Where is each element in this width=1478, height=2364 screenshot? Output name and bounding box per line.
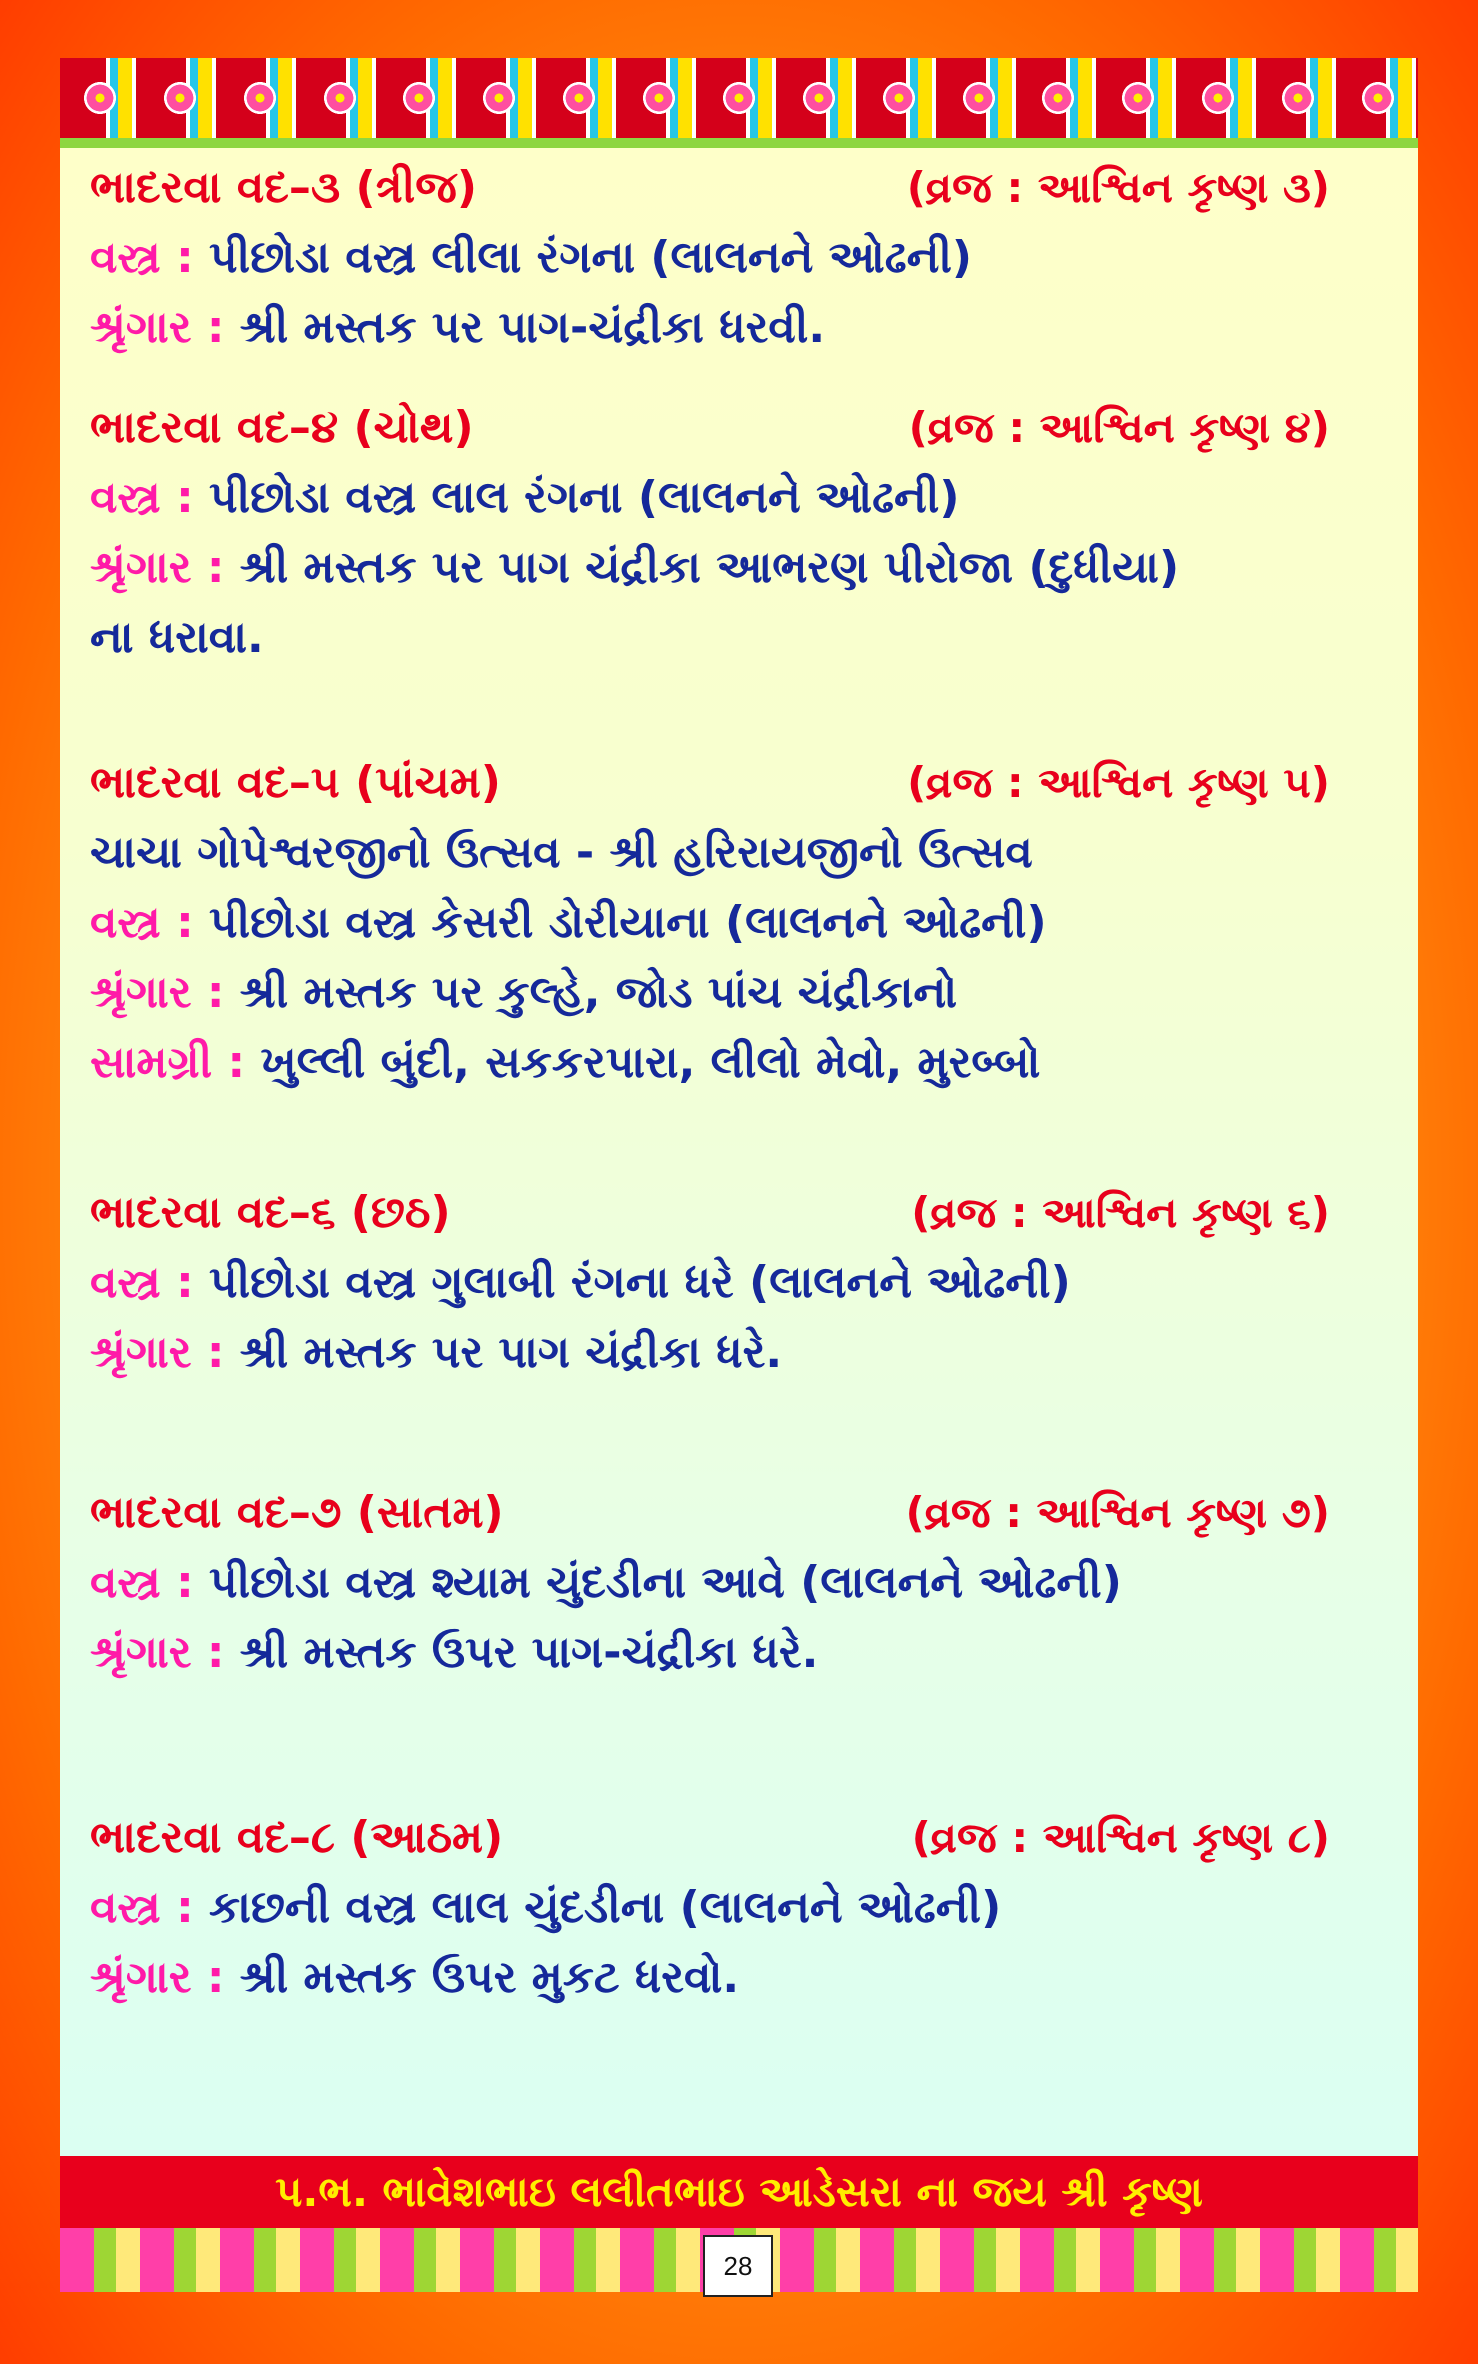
shringar-text: શ્રી મસ્તક ઉપર મુકટ ધરવો. — [239, 1952, 740, 2003]
section-heading: ભાદરવા વદ–૭ (સાતમ) — [90, 1487, 504, 1538]
page-panel — [60, 58, 1418, 2292]
decorative-flower-border — [60, 58, 1418, 148]
flower-icon — [562, 81, 596, 115]
vastra-text: પીછોડા વસ્ત્ર ગુલાબી રંગના ધરે (લાલનને ઓઢની) — [209, 1257, 1071, 1308]
vraj-date: (વ્રજ : આશ્વિન કૃષ્ણ ૪) — [908, 403, 1330, 452]
shringar-label: શ્રૃંગાર : — [90, 1627, 225, 1678]
shringar-line — [90, 1943, 1390, 2013]
section-header — [90, 1803, 1390, 1873]
section-choth — [90, 393, 1390, 748]
vastra-line — [90, 1248, 1390, 1318]
vastra-line — [90, 463, 1390, 533]
vastra-label: વસ્ત્ર : — [90, 1882, 194, 1933]
shringar-text: શ્રી મસ્તક પર પાગ ચંદ્રીકા આભરણ પીરોજા (દુધીયા) — [239, 542, 1180, 593]
section-heading: ભાદરવા વદ–૩ (ત્રીજ) — [90, 162, 477, 213]
vastra-line — [90, 888, 1390, 958]
flower-icon — [323, 81, 357, 115]
vraj-date: (વ્રજ : આશ્વિન કૃષ્ણ ૩) — [906, 163, 1330, 212]
flower-icon — [1201, 81, 1235, 115]
vraj-date: (વ્રજ : આશ્વિન કૃષ્ણ ૬) — [911, 1188, 1330, 1237]
vastra-line — [90, 1548, 1390, 1618]
vraj-date: (વ્રજ : આશ્વિન કૃષ્ણ ૫) — [907, 758, 1330, 807]
shringar-text: શ્રી મસ્તક પર કુલ્હે, જોડ પાંચ ચંદ્રીકાનો — [239, 967, 958, 1018]
vastra-text: પીછોડા વસ્ત્ર લાલ રંગના (લાલનને ઓઢની) — [209, 472, 960, 523]
vastra-text: કાછની વસ્ત્ર લાલ ચુંદડીના (લાલનને ઓઢની) — [209, 1882, 1002, 1933]
samagri-label: સામગ્રી : — [90, 1037, 246, 1088]
shringar-text: શ્રી મસ્તક પર પાગ ચંદ્રીકા ધરે. — [239, 1327, 783, 1378]
section-header — [90, 1478, 1390, 1548]
section-satam — [90, 1478, 1390, 1803]
flower-icon — [83, 81, 117, 115]
vastra-label: વસ્ત્ર : — [90, 897, 194, 948]
shringar-label: શ્રૃંગાર : — [90, 542, 225, 593]
section-trij — [90, 153, 1390, 393]
schedule-content — [90, 153, 1390, 2043]
flower-icon — [1041, 81, 1075, 115]
vastra-label: વસ્ત્ર : — [90, 472, 194, 523]
vastra-label: વસ્ત્ર : — [90, 1557, 194, 1608]
section-heading: ભાદરવા વદ–૫ (પાંચમ) — [90, 757, 501, 808]
footer-credit: પ.ભ. ભાવેશભાઇ લલીતભાઇ આડેસરા ના જય શ્રી કૃષ્ણ — [60, 2156, 1418, 2228]
vastra-line — [90, 223, 1390, 293]
flower-icon — [1121, 81, 1155, 115]
section-header — [90, 748, 1390, 818]
shringar-label: શ્રૃંગાર : — [90, 1327, 225, 1378]
vastra-text: પીછોડા વસ્ત્ર કેસરી ડોરીયાના (લાલનને ઓઢની) — [209, 897, 1047, 948]
section-header — [90, 393, 1390, 463]
flower-icon — [243, 81, 277, 115]
page-number: 28 — [703, 2235, 773, 2297]
section-heading: ભાદરવા વદ–૪ (ચોથ) — [90, 402, 474, 453]
vraj-date: (વ્રજ : આશ્વિન કૃષ્ણ ૮) — [911, 1813, 1330, 1862]
shringar-label: શ્રૃંગાર : — [90, 1952, 225, 2003]
shringar-line — [90, 1318, 1390, 1388]
shringar-line — [90, 533, 1390, 603]
flower-icon — [722, 81, 756, 115]
shringar-text: શ્રી મસ્તક પર પાગ-ચંદ્રીકા ધરવી. — [239, 302, 826, 353]
section-pancham — [90, 748, 1390, 1178]
shringar-continuation: ના ધરાવા. — [90, 612, 264, 663]
flower-icon — [402, 81, 436, 115]
flower-icon — [962, 81, 996, 115]
vastra-label: વસ્ત્ર : — [90, 232, 194, 283]
shringar-line — [90, 293, 1390, 363]
shringar-text: શ્રી મસ્તક ઉપર પાગ-ચંદ્રીકા ધરે. — [239, 1627, 819, 1678]
flower-icon — [642, 81, 676, 115]
vastra-text: પીછોડા વસ્ત્ર લીલા રંગના (લાલનને ઓઢની) — [209, 232, 973, 283]
vastra-line — [90, 1873, 1390, 1943]
utsav-line: ચાચા ગોપેશ્વરજીનો ઉત્સવ - શ્રી હરિરાયજીનો ઉત્સવ — [90, 827, 1033, 878]
vraj-date: (વ્રજ : આશ્વિન કૃષ્ણ ૭) — [905, 1488, 1330, 1537]
flower-icon — [882, 81, 916, 115]
vastra-label: વસ્ત્ર : — [90, 1257, 194, 1308]
flower-icon — [802, 81, 836, 115]
shringar-line — [90, 1618, 1390, 1688]
section-heading: ભાદરવા વદ–૬ (છઠ) — [90, 1187, 451, 1238]
samagri-text: ખુલ્લી બુંદી, સકકરપારા, લીલો મેવો, મુરબ્બો — [260, 1037, 1041, 1088]
shringar-line — [90, 958, 1390, 1028]
vastra-text: પીછોડા વસ્ત્ર શ્યામ ચુંદડીના આવે (લાલનને ઓઢની) — [209, 1557, 1122, 1608]
flower-icon — [1281, 81, 1315, 115]
flower-icon — [1361, 81, 1395, 115]
shringar-label: શ્રૃંગાર : — [90, 302, 225, 353]
flower-icon — [482, 81, 516, 115]
samagri-line — [90, 1028, 1390, 1098]
shringar-label: શ્રૃંગાર : — [90, 967, 225, 1018]
flower-icon — [163, 81, 197, 115]
section-header — [90, 153, 1390, 223]
section-header — [90, 1178, 1390, 1248]
section-heading: ભાદરવા વદ–૮ (આઠમ) — [90, 1812, 504, 1863]
section-atham — [90, 1803, 1390, 2043]
section-chhath — [90, 1178, 1390, 1478]
